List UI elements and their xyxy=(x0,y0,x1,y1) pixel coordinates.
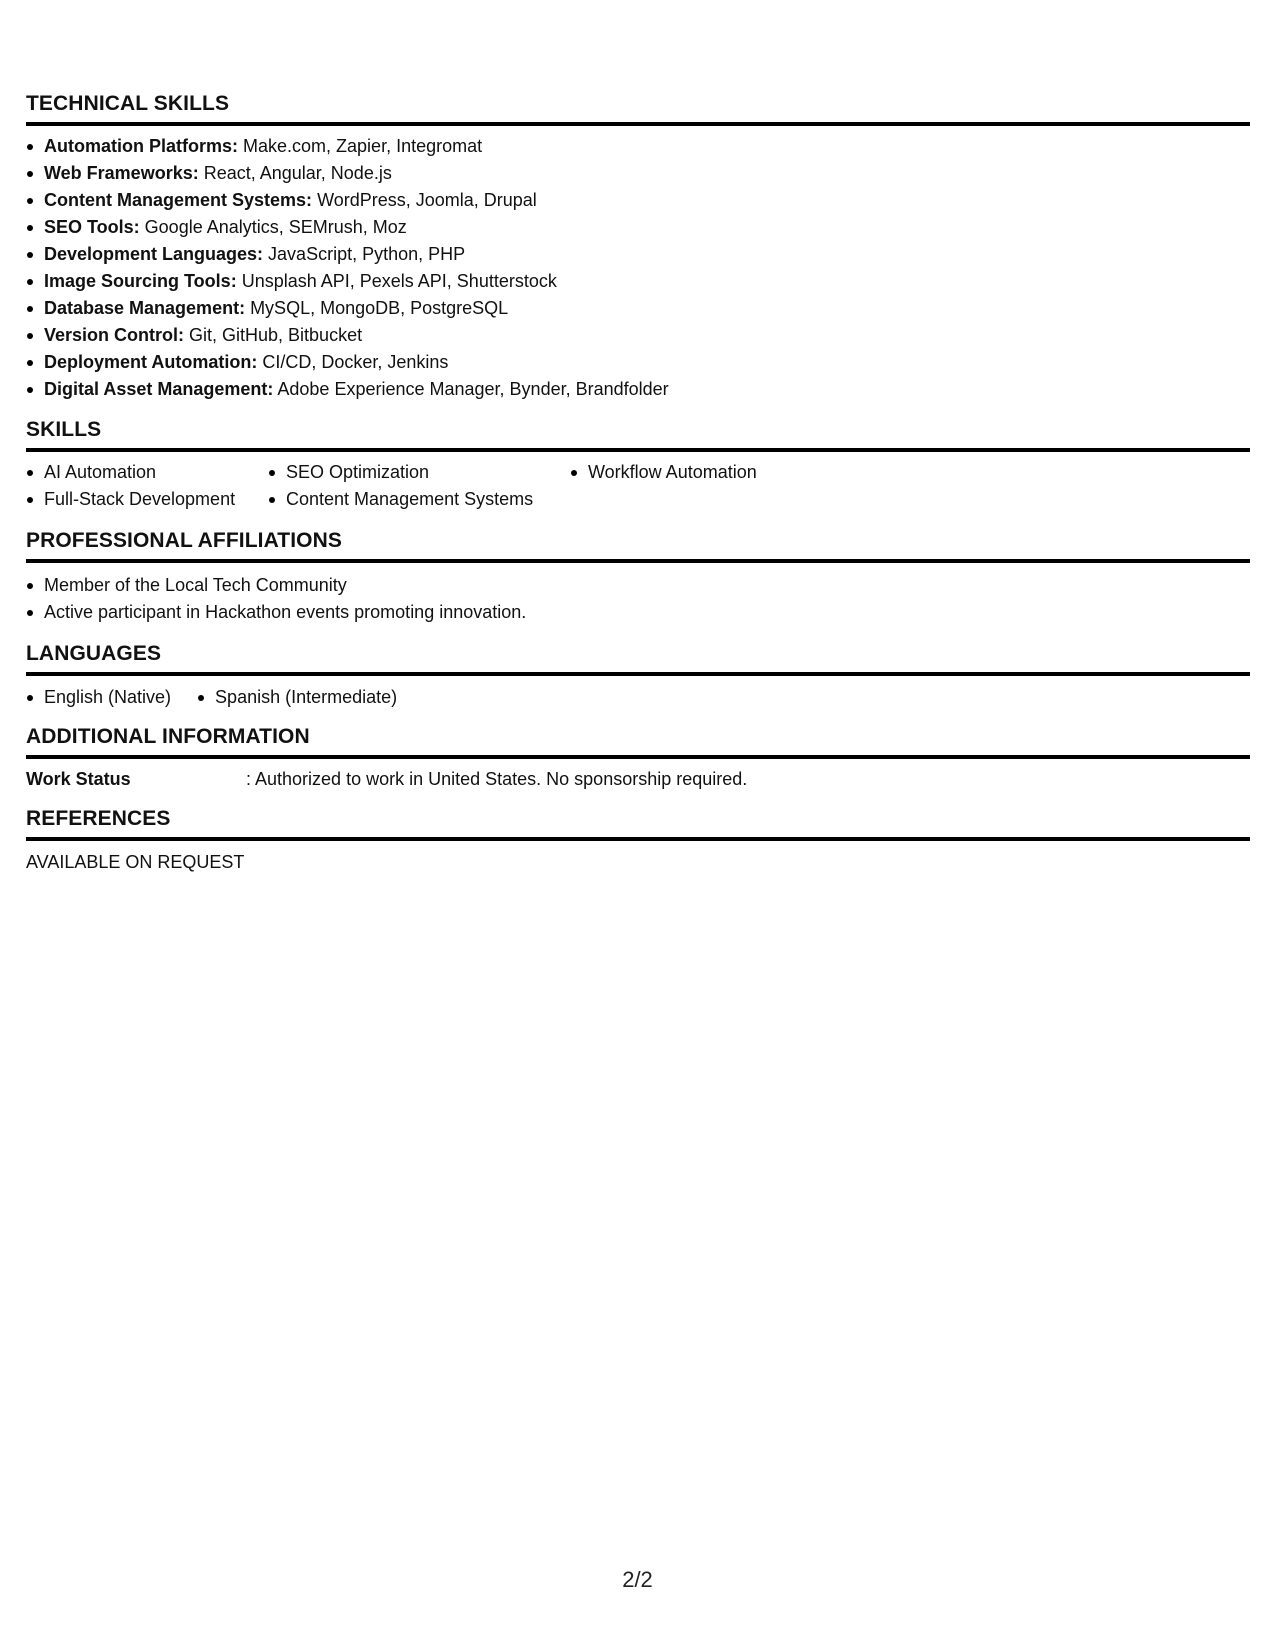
list-item xyxy=(26,214,1250,241)
list-item xyxy=(26,160,1250,187)
additional-info-section xyxy=(26,723,1250,805)
language-item: Spanish (Intermediate) xyxy=(197,684,397,711)
languages-list xyxy=(26,676,1250,723)
resume-page xyxy=(26,90,1250,876)
list-item xyxy=(26,349,1250,376)
skill-category-value: MySQL, MongoDB, PostgreSQL xyxy=(245,298,509,318)
list-item xyxy=(26,376,1250,403)
skill-item: AI Automation xyxy=(26,459,268,486)
skill-category-label: Deployment Automation: xyxy=(44,352,258,372)
page-number: 2/2 xyxy=(622,1567,653,1592)
skill-category-label: Version Control: xyxy=(44,325,185,345)
info-key: Work Status xyxy=(26,769,131,789)
list-item xyxy=(26,268,1250,295)
affiliations-list xyxy=(26,563,1250,640)
skill-category-label: Automation Platforms: xyxy=(44,136,239,156)
section-title-additional-info: ADDITIONAL INFORMATION xyxy=(26,723,1250,759)
languages-section xyxy=(26,640,1250,723)
skill-category-value: Unsplash API, Pexels API, Shutterstock xyxy=(236,271,557,291)
technical-skills-list xyxy=(26,126,1250,416)
skill-item: Workflow Automation xyxy=(570,459,810,486)
skill-item: Content Management Systems xyxy=(268,486,570,513)
skill-category-label: SEO Tools: xyxy=(44,217,140,237)
section-title-skills: SKILLS xyxy=(26,416,1250,452)
references-section xyxy=(26,805,1250,876)
skill-category-label: Database Management: xyxy=(44,298,246,318)
language-item: English (Native) xyxy=(26,684,171,711)
section-title-technical-skills: TECHNICAL SKILLS xyxy=(26,90,1250,126)
list-item xyxy=(26,187,1250,214)
section-title-references: REFERENCES xyxy=(26,805,1250,841)
skill-category-value: Git, GitHub, Bitbucket xyxy=(184,325,363,345)
skill-item: SEO Optimization xyxy=(268,459,570,486)
list-item xyxy=(26,241,1250,268)
affiliation-item: Member of the Local Tech Community xyxy=(26,572,1250,599)
skill-category-value: WordPress, Joomla, Drupal xyxy=(312,190,537,210)
technical-skills-section xyxy=(26,90,1250,416)
skills-section xyxy=(26,416,1250,527)
skill-category-value: CI/CD, Docker, Jenkins xyxy=(257,352,449,372)
info-value: : Authorized to work in United States. No sponsorship required. xyxy=(246,769,748,789)
list-item xyxy=(26,322,1250,349)
skill-category-label: Image Sourcing Tools: xyxy=(44,271,237,291)
skill-category-label: Development Languages: xyxy=(44,244,264,264)
affiliations-section xyxy=(26,527,1250,640)
section-title-affiliations: PROFESSIONAL AFFILIATIONS xyxy=(26,527,1250,563)
skill-category-value: Adobe Experience Manager, Bynder, Brandfolder xyxy=(273,379,669,399)
affiliation-item: Active participant in Hackathon events promoting innovation. xyxy=(26,599,1250,626)
skill-category-value: React, Angular, Node.js xyxy=(198,163,392,183)
list-item xyxy=(26,133,1250,160)
info-row xyxy=(26,759,1250,805)
list-item xyxy=(26,295,1250,322)
section-title-languages: LANGUAGES xyxy=(26,640,1250,676)
skill-category-label: Digital Asset Management: xyxy=(44,379,274,399)
skill-item: Full-Stack Development xyxy=(26,486,268,513)
skills-list xyxy=(26,452,1250,527)
skill-category-value: JavaScript, Python, PHP xyxy=(263,244,466,264)
skill-category-value: Google Analytics, SEMrush, Moz xyxy=(139,217,407,237)
references-text: AVAILABLE ON REQUEST xyxy=(26,852,245,872)
skill-category-label: Web Frameworks: xyxy=(44,163,199,183)
skill-category-label: Content Management Systems: xyxy=(44,190,313,210)
skill-category-value: Make.com, Zapier, Integromat xyxy=(238,136,483,156)
